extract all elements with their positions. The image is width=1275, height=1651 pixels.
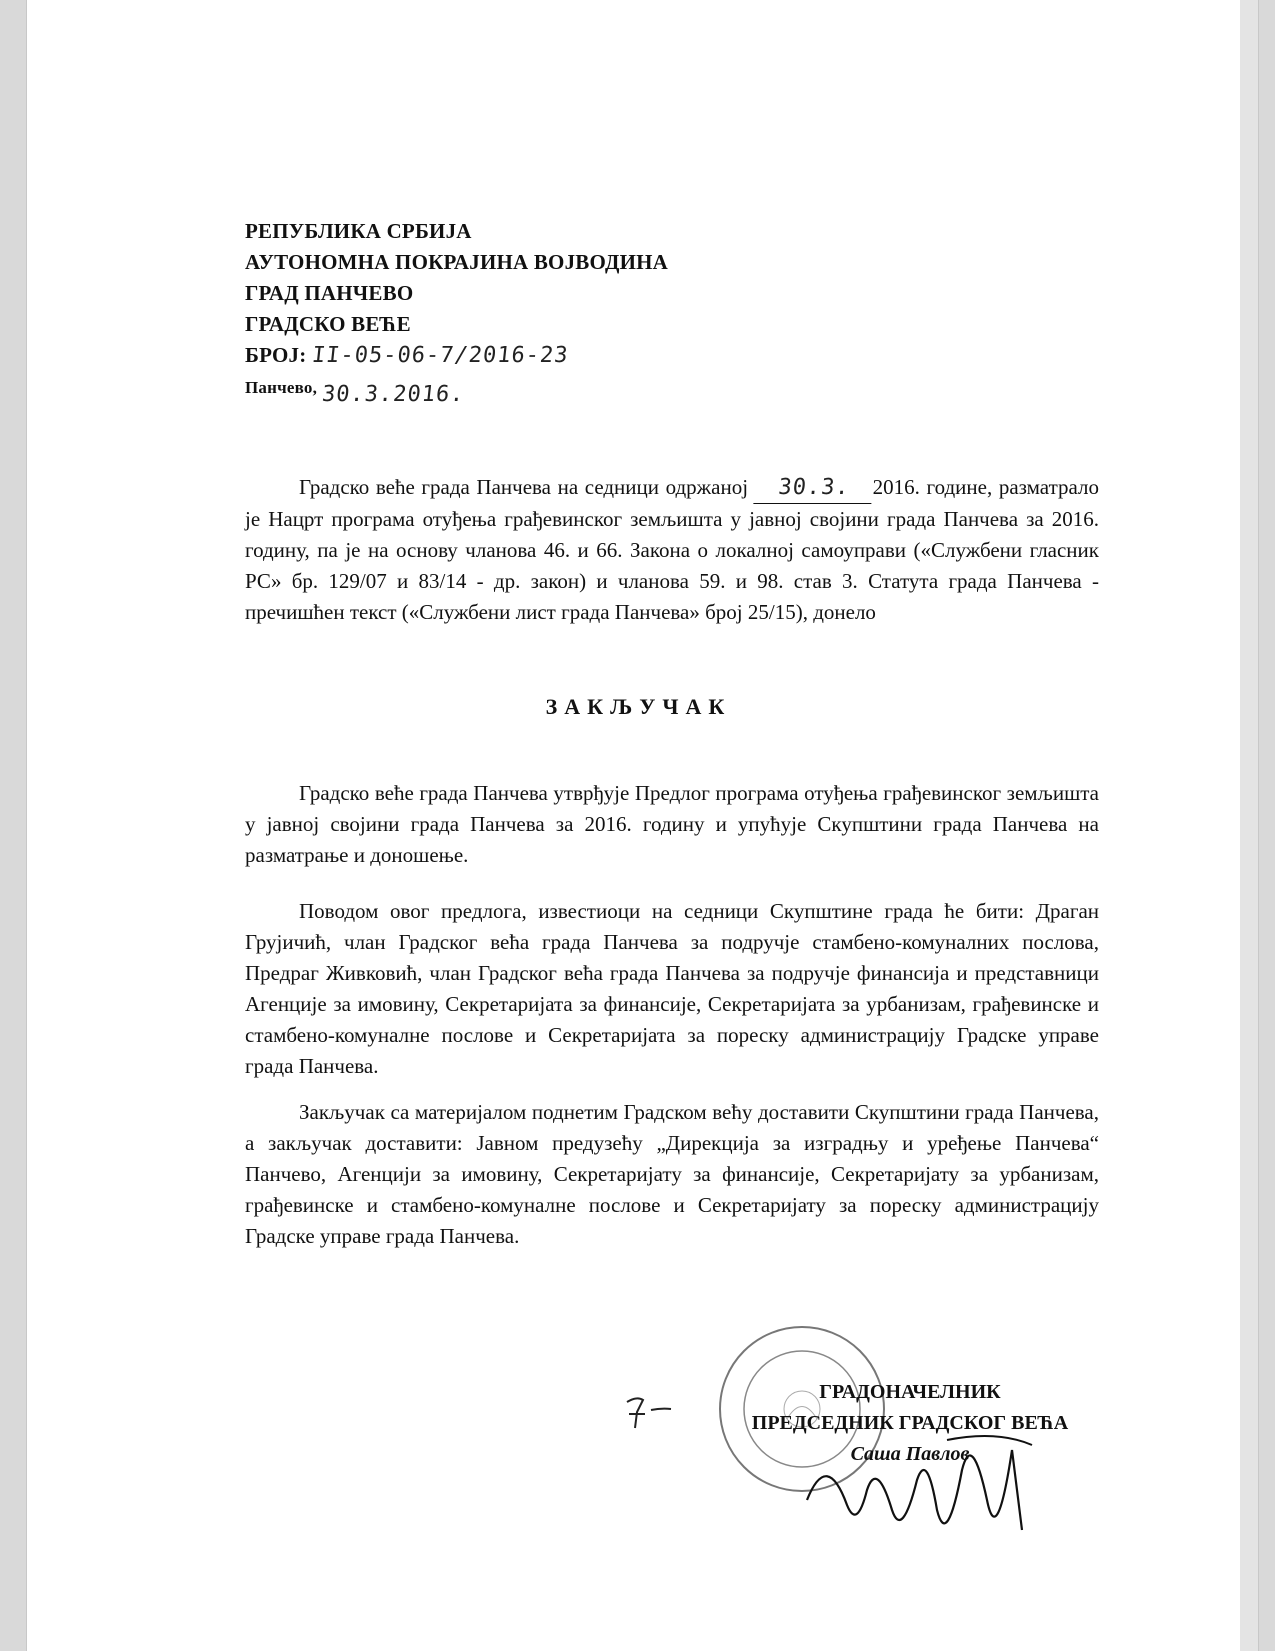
signatory-name: Саша Павлов	[850, 1443, 970, 1465]
page-edge-shadow	[1240, 0, 1258, 1651]
session-date-handwritten: 30.3.	[753, 472, 874, 504]
handwritten-signature-icon	[797, 1410, 1037, 1560]
conclusion-paragraph-3	[245, 1097, 1099, 1252]
conclusion-title: ЗАКЉУЧАК	[545, 694, 732, 719]
intro-section	[245, 472, 1099, 628]
paragraph-rapporteurs: Поводом овог предлога, известиоци на седници Скупштине града ће бити: Драган Грујичић, члан Градског већа града Панчева за подручје стамбено-комуналних послова, Предраг Живковић, члан Градског већа града Панчева за подручје финансија и представници Агенције за имовину, Секретаријата за финансије, Секретаријата за урбанизам, грађевинске и стамбено-комуналне послове и Секретаријата за пореску администрацију Градске управе града Панчева.	[245, 899, 1099, 1078]
document-page	[26, 0, 1259, 1651]
document-number	[245, 340, 668, 371]
document-place-date	[245, 371, 668, 407]
intro-before-date: Градско веће града Панчева на седници одржаној	[299, 475, 749, 499]
intro-paragraph	[245, 472, 1099, 628]
signatory-title-mayor: ГРАДОНАЧЕЛНИК	[819, 1381, 1001, 1403]
place-label: Панчево,	[245, 378, 318, 397]
document-number-handwritten: II-05-06-7/2016-23	[310, 343, 570, 368]
header-line-council: ГРАДСКО ВЕЋЕ	[245, 312, 411, 336]
header-line-province: АУТОНОМНА ПОКРАЈИНА ВОЈВОДИНА	[245, 250, 669, 274]
document-number-label: БРОЈ:	[245, 343, 307, 367]
header-line-republic: РЕПУБЛИКА СРБИЈА	[245, 219, 472, 243]
intro-after-date: 2016. године, разматрало је Нацрт програма отуђења грађевинског земљишта у јавној својини града Панчева за 2016. годину, па је на основу чланова 46. и 66. Закона о локалној самоуправи («Службени гласник РС» бр. 129/07 и 83/14 - др. закон) и чланова 59. и 98. став 3. Статута града Панчева - пречишћен текст («Службени лист града Панчева» број 25/15), донело	[245, 475, 1099, 624]
date-handwritten: 30.3.2016.	[320, 382, 466, 407]
signatory-title-president: ПРЕДСЕДНИК ГРАДСКОГ ВЕЋА	[751, 1412, 1069, 1434]
document-header	[245, 216, 669, 407]
header-line-city: ГРАД ПАНЧЕВО	[245, 281, 414, 305]
initial-mark-icon	[623, 1392, 675, 1432]
conclusion-paragraph-2	[245, 896, 1099, 1082]
paragraph-adoption: Градско веће града Панчева утврђује Предлог програма отуђења грађевинског земљишта у јавној својини града Панчева за 2016. годину и упућује Скупштини града Панчева на разматрање и доношење.	[245, 781, 1099, 867]
paragraph-delivery: Закључак са материјалом поднетим Градском већу доставити Скупштини града Панчева, а закључак доставити: Јавном предузећу „Дирекција за изградњу и уређење Панчева“ Панчево, Агенцији за имовину, Секретаријату за финансије, Секретаријату за урбанизам, грађевинске и стамбено-комуналне послове и Секретаријату за пореску администрацију Градске управе града Панчева.	[245, 1100, 1099, 1248]
conclusion-paragraph-1	[245, 778, 1099, 871]
